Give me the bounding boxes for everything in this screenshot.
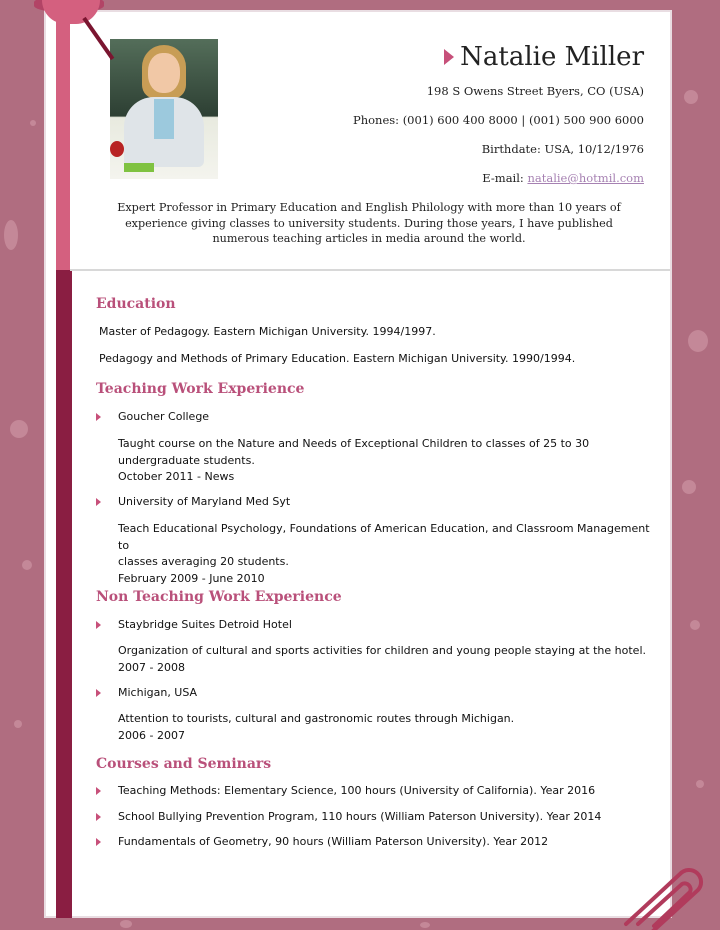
name-heading <box>444 42 644 72</box>
section-title-education: Education <box>96 296 176 312</box>
profile-photo <box>110 39 218 179</box>
paper-clip-icon <box>618 860 708 930</box>
resume-page <box>44 10 672 918</box>
education-item: Pedagogy and Methods of Primary Education. Eastern Michigan University. 1990/1994. <box>99 352 576 365</box>
background-dot <box>696 780 704 788</box>
background-dot <box>14 720 22 728</box>
email-link[interactable]: natalie@hotmil.com <box>527 171 644 185</box>
background-dot <box>690 620 700 630</box>
job-description: Taught course on the Nature and Needs of Exceptional Children to classes of 25 to 30 undergraduate students. October 2011 - News <box>118 436 658 486</box>
profile-summary: Expert Professor in Primary Education and English Philology with more than 10 years of experience giving classes to university students. During those years, I have published numerous teaching articles in media around the world. <box>117 201 621 245</box>
background-dot <box>688 330 708 352</box>
job-dates: February 2009 - June 2010 <box>118 571 265 585</box>
job-place: Staybridge Suites Detroid Hotel <box>118 618 292 631</box>
job-dates: October 2011 - News <box>118 470 235 483</box>
job-dates: 2007 - 2008 <box>118 660 185 674</box>
background-dot <box>4 220 18 250</box>
sidebar-bar-top <box>56 12 70 270</box>
education-item: Master of Pedagogy. Eastern Michigan University. 1994/1997. <box>99 325 436 338</box>
address: 198 S Owens Street Byers, CO (USA) <box>426 84 644 98</box>
background-dot <box>22 560 32 570</box>
background-dot <box>120 920 132 928</box>
course-item: Fundamentals of Geometry, 90 hours (William Paterson University). Year 2012 <box>118 835 549 848</box>
bullet-icon <box>96 689 101 697</box>
job-dates: 2006 - 2007 <box>118 728 185 742</box>
background-dot <box>682 480 696 494</box>
email-label: E-mail: <box>482 171 524 185</box>
email-line <box>482 171 644 185</box>
bullet-icon <box>96 498 101 506</box>
job-place: University of Maryland Med Syt <box>118 495 291 508</box>
header-divider <box>70 269 670 271</box>
section-title-non-teaching: Non Teaching Work Experience <box>96 589 342 605</box>
phones: Phones: (001) 600 400 8000 | (001) 500 900 6000 <box>352 113 644 127</box>
job-place: Goucher College <box>118 410 210 423</box>
birthdate: Birthdate: USA, 10/12/1976 <box>481 142 644 156</box>
bullet-icon <box>96 621 101 629</box>
section-title-teaching: Teaching Work Experience <box>96 381 305 397</box>
sidebar-bar-bottom <box>56 270 72 918</box>
job-description: Attention to tourists, cultural and gastronomic routes through Michigan. 2006 - 2007 <box>118 711 658 744</box>
background-dot <box>30 120 36 126</box>
bullet-icon <box>96 413 101 421</box>
background-dot <box>684 90 698 104</box>
job-place: Michigan, USA <box>118 686 198 699</box>
bullet-icon <box>96 838 101 846</box>
section-title-courses: Courses and Seminars <box>96 756 272 772</box>
course-item: Teaching Methods: Elementary Science, 100 hours (University of California). Year 2016 <box>118 784 596 797</box>
background-dot <box>420 922 430 928</box>
course-item: School Bullying Prevention Program, 110 hours (William Paterson University). Year 2014 <box>118 810 602 823</box>
bullet-icon <box>96 787 101 795</box>
job-description: Teach Educational Psychology, Foundations of American Education, and Classroom Management to classes averaging 20 students. February 2009 - June 2010 <box>118 521 658 587</box>
background-dot <box>10 420 28 438</box>
person-name: Natalie Miller <box>460 42 644 72</box>
bullet-icon <box>96 813 101 821</box>
triangle-icon <box>444 49 454 65</box>
job-description: Organization of cultural and sports activities for children and young people staying at the hotel. 2007 - 2008 <box>118 643 658 676</box>
